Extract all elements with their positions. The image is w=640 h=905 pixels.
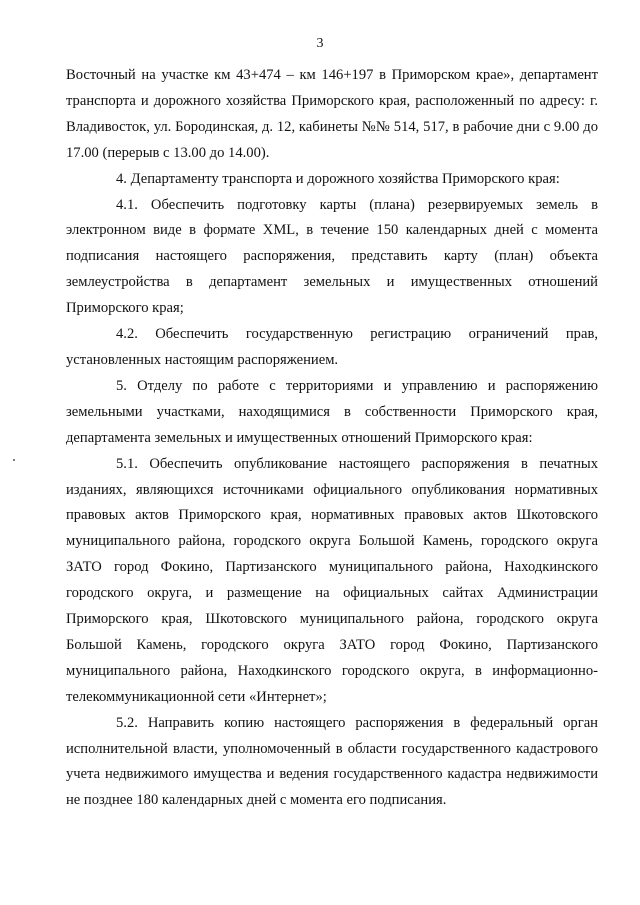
- paragraph-continuation: Восточный на участке км 43+474 – км 146+197 в Приморском крае», департамент транспорта и дорожного хозяйства Приморского края, расположенный по адресу: г. Владивосток, ул. Бородинская, д. 12, кабинеты №№ 514, 517, в рабочие дни с 9.00 до 17.00 (перерыв с 13.00 до 14.00).: [66, 67, 598, 161]
- paragraph-item-4: 4. Департаменту транспорта и дорожного хозяйства Приморского края:: [116, 170, 560, 187]
- page-number: 3: [316, 36, 324, 51]
- paragraph-item-4-1: 4.1. Обеспечить подготовку карты (плана) резервируемых земель в электронном виде в формате XML, в течение 150 календарных дней с момента подписания настоящего распоряжения, представить карту (план) объекта землеустройства в департамент земельных и имущественных отношений Приморского края;: [66, 196, 598, 317]
- paragraph-item-5-2: 5.2. Направить копию настоящего распоряжения в федеральный орган исполнительной власти, уполномоченный в области государственного кадастрового учета недвижимого имущества и ведения государственного кадастра недвижимости не позднее 180 календарных дней с момента его подписания.: [66, 714, 598, 809]
- scan-speck: [13, 459, 15, 461]
- paragraph-item-4-2: 4.2. Обеспечить государственную регистрацию ограничений прав, установленных настоящим распоряжением.: [66, 326, 598, 368]
- document-body: [66, 63, 598, 814]
- paragraph-item-5: 5. Отделу по работе с территориями и управлению и распоряжению земельными участками, находящимися в собственности Приморского края, департамента земельных и имущественных отношений Приморского края:: [66, 377, 598, 446]
- paragraph-item-5-1: 5.1. Обеспечить опубликование настоящего распоряжения в печатных изданиях, являющихся источниками официального опубликования нормативных правовых актов Приморского края, нормативных правовых актов Шкотовского муниципального района, городского округа Большой Камень, городского округа ЗАТО город Фокино, Партизанского муниципального района, Находкинского городского округа, и размещение на официальных сайтах Администрации Приморского края, Шкотовского муниципального района, городского округа Большой Камень, городского округа ЗАТО город Фокино, Партизанского муниципального района, Находкинского городского округа, в информационно-телекоммуникационной сети «Интернет»;: [66, 455, 598, 705]
